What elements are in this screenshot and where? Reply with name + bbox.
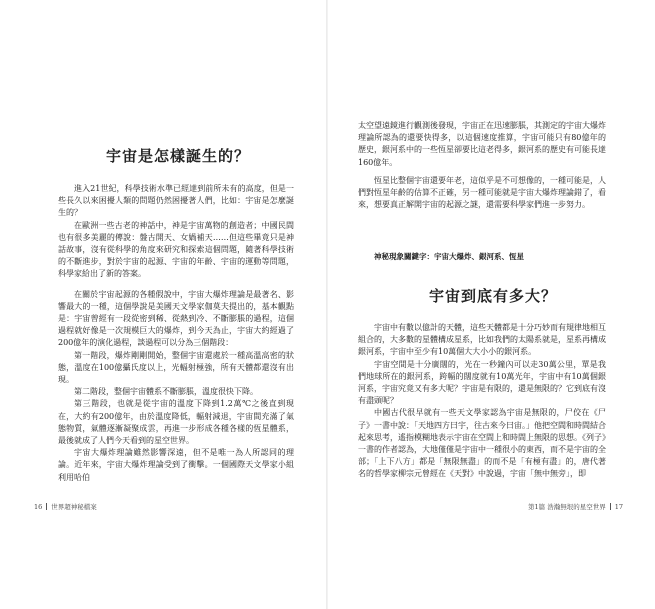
paragraph: 第二階段，整個宇宙體系不斷膨脹，溫度很快下降。 — [74, 387, 258, 397]
page-number: 16 — [34, 503, 43, 511]
paragraph: 太空望遠鏡進行觀測後發現，宇宙正在迅速膨脹，其測定的宇宙大爆炸理論所認為的還要快得多，以這個速度推算，宇宙可能只有80億年的歷史，銀河系中的一些恆星卻要比這老得多，銀河系的歷史有可能長達160億年。 — [358, 121, 606, 167]
paragraph: 第一階段，爆炸剛剛開始，整個宇宙還處於一種高溫高密的狀態，溫度在100億攝氏度以上，光輻射極強，所有天體都還沒有出現。 — [58, 350, 294, 385]
section-title: 宇宙是怎樣誕生的？ — [106, 147, 251, 165]
body-text — [358, 322, 606, 481]
body-text — [58, 183, 294, 484]
section-title: 宇宙到底有多大？ — [429, 287, 558, 305]
keywords-line: 神秘現象關鍵字：宇宙大爆炸、銀河系、恆星 — [374, 252, 524, 261]
page-footer — [34, 502, 97, 511]
chapter-title: 第1篇 浩瀚無垠的星空世界 — [528, 503, 606, 511]
paragraph: 第三階段，也就是從宇宙的溫度下降到1.2萬℃之後直到現在，大約有200億年，由於溫度降低，輻射減退，宇宙間充滿了氣態物質，氣體逐漸凝聚成雲，再進一步形成各種各樣的恆星體系，最後就成了人們今天看到的星空世界。 — [58, 399, 294, 446]
continued-text — [358, 120, 606, 211]
paragraph: 宇宙中有數以億計的天體，這些天體都是十分巧妙而有規律地相互組合的，大多數的星體構成星系，比如我們的太陽系就是，星系再構成銀河系，宇宙中至少有10萬個大大小小的銀河系。 — [358, 323, 606, 357]
paragraph: 宇宙大爆炸理論雖然影響深遠，但不是唯一為人所認同的理論。近年來，宇宙大爆炸理論受到了衝擊。一個國際天文學家小組利用哈伯 — [58, 448, 294, 482]
footer-divider — [610, 503, 611, 510]
footer-divider — [46, 503, 47, 510]
right-page — [328, 0, 655, 609]
paragraph: 在關於宇宙起源的各種假說中，宇宙大爆炸理論是最著名、影響最大的一種，這個學說是美國天文學家伽莫夫提出的，基本觀點是：宇宙曾經有一段從密到稀、從熱到冷、不斷膨脹的過程，這個過程就好像是一次規模巨大的爆炸，到今天為止，宇宙大約經過了200億年的演化過程，談過程可以分為三個階段： — [58, 289, 294, 348]
page-footer — [528, 502, 623, 511]
left-page — [0, 0, 327, 609]
paragraph: 在歐洲一些古老的神話中，神是宇宙萬物的創造者；中國民間也有很多美麗的傳說：盤古開天、女媧補天……但這些畢竟只是神話故事，沒有從科學的角度來研究和探索這個問題，隨著科學技術的不斷進步，對於宇宙的起源、宇宙的年齡、宇宙的運動等問題，科學家給出了新的答案。 — [58, 220, 294, 279]
page-number: 17 — [614, 503, 623, 511]
paragraph: 宇宙空間是十分廣闊的，光在一秒鐘內可以走30萬公里，單是我們地球所在的銀河系，跨幅的闊度就有10萬光年，宇宙中有10萬個銀河系，宇宙究竟又有多大呢？宇宙是有限的，還是無限的？它到底有沒有盡頭呢？ — [358, 359, 606, 406]
paragraph: 恆星比整個宇宙還要年老，這似乎是不可想像的，一種可能是，人們對恆星年齡的估算不正確，另一種可能就是宇宙大爆炸理論錯了，看來，想要真正解開宇宙的起源之謎，還需要科學家們進一步努力。 — [358, 175, 606, 210]
paragraph: 中國古代很早就有一些天文學家認為宇宙是無限的，尸佼在《尸子》一書中說：「天地四方曰宇，往古來今曰宙。」他把空間和時間結合起來思考，遙指模糊地表示宇宙在空間上和時間上無限的思想。《列子》一書的作者認為，大地僅僅是宇宙中一種很小的東西，而不是宇宙的全部；「上下八方」都是「無限無盡」的而不是「有極有盡」的，唐代著名的哲學家柳宗元曾經在《天對》中說過，宇宙「無中無旁」，即 — [358, 408, 606, 479]
book-title: 世界超神秘檔案 — [51, 503, 97, 511]
paragraph: 進入21世紀，科學技術水準已經達到前所未有的高度，但是一些長久以來困擾人類的問題仍然困擾著人們，比如：宇宙是怎麼誕生的？ — [58, 184, 294, 218]
